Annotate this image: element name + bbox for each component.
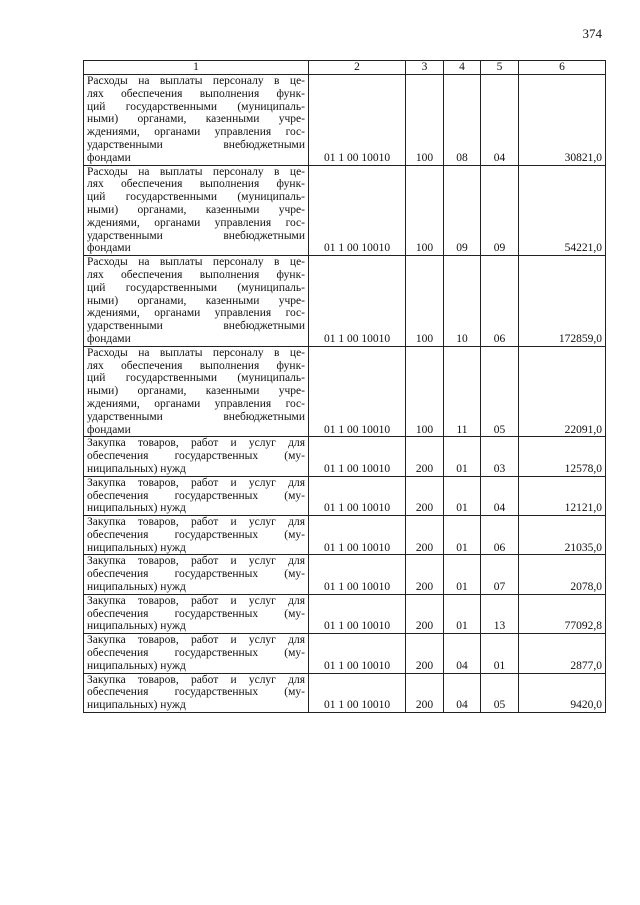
subsection-code: 09 <box>481 165 519 256</box>
amount: 30821,0 <box>519 75 606 166</box>
expense-description <box>84 594 309 633</box>
description-line: ждениями, органами управления гос- <box>87 216 305 229</box>
expense-type-code: 200 <box>406 634 444 673</box>
table-body <box>84 75 606 713</box>
subsection-code: 07 <box>481 555 519 594</box>
expense-type-code: 200 <box>406 476 444 515</box>
description-line: ударственными внебюджетными <box>87 229 305 242</box>
description-line: лях обеспечения выполнения функ- <box>87 178 305 191</box>
expense-description <box>84 476 309 515</box>
description-line: ниципальных) нужд <box>87 659 186 672</box>
table-row <box>84 75 606 166</box>
subsection-code: 06 <box>481 516 519 555</box>
description-line: ударственными внебюджетными <box>87 320 305 333</box>
section-code: 04 <box>444 673 481 712</box>
target-article-code: 01 1 00 10010 <box>309 346 406 437</box>
description-line: обеспечения государственных (му- <box>87 607 305 620</box>
description-line: ждениями, органами управления гос- <box>87 126 305 139</box>
expense-description <box>84 437 309 476</box>
expense-description <box>84 75 309 166</box>
description-line: ниципальных) нужд <box>87 541 186 554</box>
table-row <box>84 346 606 437</box>
expense-description <box>84 673 309 712</box>
target-article-code: 01 1 00 10010 <box>309 634 406 673</box>
description-line: ударственными внебюджетными <box>87 410 305 423</box>
description-line: Расходы на выплаты персоналу в це- <box>87 165 305 178</box>
table-row <box>84 555 606 594</box>
expense-description <box>84 346 309 437</box>
page-number: 374 <box>582 26 602 41</box>
column-header: 5 <box>481 61 519 75</box>
column-header: 1 <box>84 61 309 75</box>
expense-description <box>84 555 309 594</box>
description-line: лях обеспечения выполнения функ- <box>87 359 305 372</box>
subsection-code: 05 <box>481 673 519 712</box>
target-article-code: 01 1 00 10010 <box>309 165 406 256</box>
subsection-code: 13 <box>481 594 519 633</box>
section-code: 01 <box>444 555 481 594</box>
target-article-code: 01 1 00 10010 <box>309 673 406 712</box>
amount: 21035,0 <box>519 516 606 555</box>
expense-type-code: 200 <box>406 673 444 712</box>
amount: 2877,0 <box>519 634 606 673</box>
table-row <box>84 594 606 633</box>
column-header: 4 <box>444 61 481 75</box>
description-line: ций государственными (муниципаль- <box>87 100 305 113</box>
subsection-code: 03 <box>481 437 519 476</box>
amount: 9420,0 <box>519 673 606 712</box>
description-line: ций государственными (муниципаль- <box>87 191 305 204</box>
description-line: Закупка товаров, работ и услуг для <box>87 516 305 529</box>
description-line: Закупка товаров, работ и услуг для <box>87 555 305 568</box>
description-line: обеспечения государственных (му- <box>87 568 305 581</box>
expense-type-code: 200 <box>406 555 444 594</box>
expense-type-code: 200 <box>406 437 444 476</box>
table-row <box>84 165 606 256</box>
description-line: ждениями, органами управления гос- <box>87 397 305 410</box>
section-code: 01 <box>444 516 481 555</box>
description-line: Закупка товаров, работ и услуг для <box>87 634 305 647</box>
subsection-code: 06 <box>481 256 519 347</box>
target-article-code: 01 1 00 10010 <box>309 476 406 515</box>
description-line: ниципальных) нужд <box>87 581 186 594</box>
description-line: обеспечения государственных (му- <box>87 450 305 463</box>
subsection-code: 01 <box>481 634 519 673</box>
description-line: Закупка товаров, работ и услуг для <box>87 476 305 489</box>
expense-description <box>84 165 309 256</box>
description-line: Расходы на выплаты персоналу в це- <box>87 75 305 87</box>
description-line: Закупка товаров, работ и услуг для <box>87 594 305 607</box>
amount: 12578,0 <box>519 437 606 476</box>
description-line: Расходы на выплаты персоналу в це- <box>87 256 305 269</box>
section-code: 11 <box>444 346 481 437</box>
description-line: ждениями, органами управления гос- <box>87 307 305 320</box>
target-article-code: 01 1 00 10010 <box>309 256 406 347</box>
column-header: 6 <box>519 61 606 75</box>
table-row <box>84 437 606 476</box>
description-line: фондами <box>87 242 131 255</box>
table-row <box>84 476 606 515</box>
target-article-code: 01 1 00 10010 <box>309 75 406 166</box>
description-line: ций государственными (муниципаль- <box>87 372 305 385</box>
section-code: 09 <box>444 165 481 256</box>
description-line: ниципальных) нужд <box>87 502 186 515</box>
description-line: обеспечения государственных (му- <box>87 489 305 502</box>
expense-type-code: 100 <box>406 165 444 256</box>
description-line: ниципальных) нужд <box>87 462 186 475</box>
amount: 172859,0 <box>519 256 606 347</box>
expense-description <box>84 634 309 673</box>
description-line: ций государственными (муниципаль- <box>87 281 305 294</box>
description-line: обеспечения государственных (му- <box>87 686 305 699</box>
section-code: 01 <box>444 476 481 515</box>
description-line: ниципальных) нужд <box>87 620 186 633</box>
column-header: 3 <box>406 61 444 75</box>
description-line: ными) органами, казенными учре- <box>87 113 305 126</box>
table-header-row <box>84 61 606 75</box>
description-line: ными) органами, казенными учре- <box>87 385 305 398</box>
description-line: лях обеспечения выполнения функ- <box>87 87 305 100</box>
description-line: ниципальных) нужд <box>87 699 186 712</box>
section-code: 01 <box>444 594 481 633</box>
section-code: 10 <box>444 256 481 347</box>
description-line: обеспечения государственных (му- <box>87 647 305 660</box>
expense-type-code: 100 <box>406 75 444 166</box>
expense-description <box>84 256 309 347</box>
amount: 54221,0 <box>519 165 606 256</box>
table-row <box>84 673 606 712</box>
section-code: 04 <box>444 634 481 673</box>
table-row <box>84 516 606 555</box>
target-article-code: 01 1 00 10010 <box>309 516 406 555</box>
amount: 22091,0 <box>519 346 606 437</box>
description-line: ными) органами, казенными учре- <box>87 203 305 216</box>
expense-type-code: 100 <box>406 256 444 347</box>
budget-table <box>83 60 606 713</box>
target-article-code: 01 1 00 10010 <box>309 594 406 633</box>
target-article-code: 01 1 00 10010 <box>309 555 406 594</box>
expense-type-code: 200 <box>406 516 444 555</box>
table-row <box>84 634 606 673</box>
amount: 77092,8 <box>519 594 606 633</box>
amount: 12121,0 <box>519 476 606 515</box>
subsection-code: 04 <box>481 476 519 515</box>
expense-description <box>84 516 309 555</box>
description-line: лях обеспечения выполнения функ- <box>87 268 305 281</box>
description-line: ными) органами, казенными учре- <box>87 294 305 307</box>
description-line: фондами <box>87 151 131 164</box>
description-line: обеспечения государственных (му- <box>87 528 305 541</box>
column-header: 2 <box>309 61 406 75</box>
target-article-code: 01 1 00 10010 <box>309 437 406 476</box>
description-line: фондами <box>87 332 131 345</box>
description-line: Расходы на выплаты персоналу в це- <box>87 346 305 359</box>
description-line: Закупка товаров, работ и услуг для <box>87 673 305 686</box>
subsection-code: 05 <box>481 346 519 437</box>
subsection-code: 04 <box>481 75 519 166</box>
expense-type-code: 100 <box>406 346 444 437</box>
section-code: 08 <box>444 75 481 166</box>
description-line: Закупка товаров, работ и услуг для <box>87 437 305 450</box>
table-row <box>84 256 606 347</box>
expense-type-code: 200 <box>406 594 444 633</box>
description-line: фондами <box>87 423 131 436</box>
description-line: ударственными внебюджетными <box>87 138 305 151</box>
section-code: 01 <box>444 437 481 476</box>
amount: 2078,0 <box>519 555 606 594</box>
